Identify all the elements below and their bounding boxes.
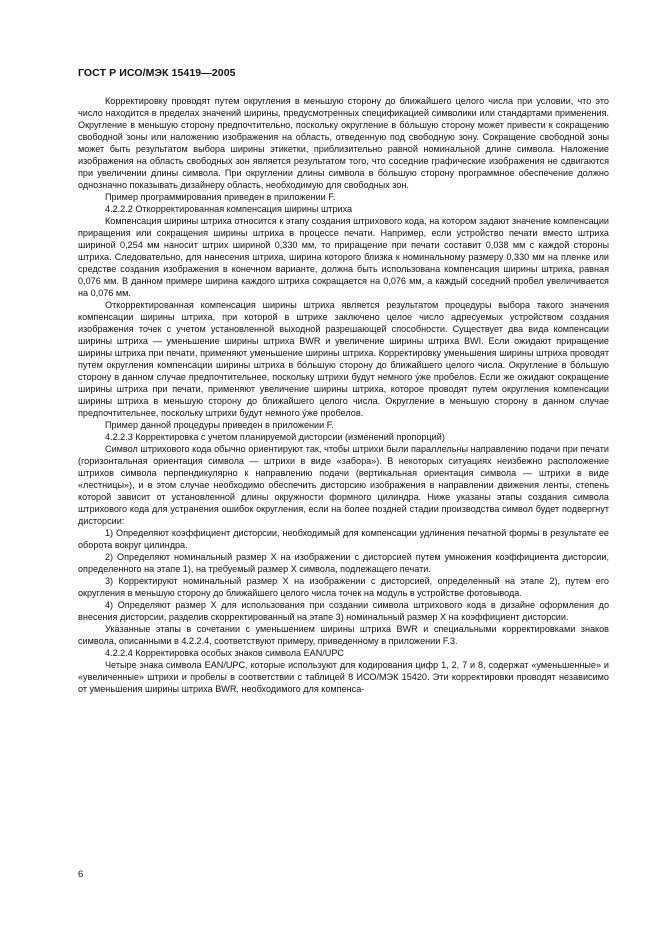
step-2: 2) Определяют номинальный размер X на изображении с дисторсией путем умножения коэффициента дисторсии, определенного на этапе 1), на требуемый размер X символа, подлежащего печати.: [78, 552, 609, 574]
document-body: [78, 95, 609, 695]
paragraph-corrected-compensation: Откорректированная компенсация ширины штриха является результатом процедуры выбора такого значения компенсации ширины штриха, при которой в штрихе заключено целое число адресуемых устройством создания изображения точек с учетом установленной выходной разрешающей способности. Существует два вида компенсации ширины штриха — уменьшение ширины штриха BWR и увеличение ширины штриха BWI. Если ожидают приращение ширины штриха при печати, применяют уменьшение ширины штриха. Корректировку уменьшения ширины штриха проводят путем округления компенсации ширины штриха в бо́льшую сторону до ближайшего целого числа. Округление в бо́льшую сторону в данном случае предпочтительнее, поскольку штрихи будут немного у́же пробелов. Если же ожидают сокращение ширины штриха при печати, применяют увеличение ширины штриха, которое проводят путем округления компенсации ширины штриха в меньшую сторону до ближайшего целого числа. Округление в меньшую сторону в данном случае предпочтительнее, поскольку штрихи будут немного у́же пробелов.: [78, 300, 609, 418]
section-heading-4-2-2-4: 4.2.2.4 Корректировка особых знаков символа EAN/UPC: [105, 648, 345, 658]
step-3: 3) Корректируют номинальный размер X на изображении с дисторсией, определенный на этапе 2), путем его округления в меньшую сторону до ближайшего целого числа точек на модуль в устройстве фотовывода.: [78, 576, 609, 598]
paragraph-symbol-orientation: Символ штрихового кода обычно ориентируют так, чтобы штрихи были параллельны направлению подачи при печати (горизонтальная ориентация символа — штрихи в виде «забора»). В некоторых ситуациях неизбежно расположение штрихов символа перпендикулярно к направлению подачи (вертикальная ориентация символа — штрихи в виде «лестницы»), и в этом случае необходимо обеспечить дисторсию изображения в направлении движения ленты, степень которой зависит от установленной длины окружности формного цилиндра. Ниже указаны этапы создания символа штрихового кода для устранения ошибок округления, если на более поздней стадии производства символ будет подвергнут дисторсии:: [78, 444, 609, 526]
paragraph-rounding: Корректировку проводят путем округления в меньшую сторону до ближайшего целого числа при условии, что это число находится в пределах значений ширины, предусмотренных спецификацией символики или стандартами применения. Округление в меньшую сторону предпочтительно, поскольку округление в бо́льшую сторону может привести к сокращению свободной зоны или наложению изображения на область, отведенную под свободную зону. Сокращение свободной зоны может быть результатом выбора ширины этикетки, приблизительно равной номинальной длине символа. Наложение изображения на область свободных зон является результатом того, что соседние графические изображения не сдвигаются при увеличении длины символа. При округлении длины символа в бо́льшую сторону программное обеспечение должно однозначно показывать дизайнеру область, необходимую для свободных зон.: [78, 96, 609, 190]
page-header-standard-title: ГОСТ Р ИСО/МЭК 15419—2005: [78, 67, 236, 79]
page-number: 6: [78, 869, 84, 880]
paragraph-procedure-example: Пример данной процедуры приведен в приложении F.: [105, 420, 334, 430]
paragraph-programming-example: Пример программирования приведен в приложении F.: [105, 192, 336, 202]
paragraph-bar-width-compensation: Компенсация ширины штриха относится к этапу создания штрихового кода, на котором задают значение компенсации приращения или сокращения ширины штриха в процессе печати. Например, если устройство печати вместо штриха шириной 0,254 мм наносит штрих шириной 0,330 мм, то приращение при печати составит 0,038 мм с каждой стороны штриха. Следовательно, для нанесения штриха, ширина которого близка к номинальному размеру 0,330 мм на пленке или средстве создания изображения в конечном варианте, должна быть использована компенсация ширины штриха, равная 0,076 мм. В данном примере ширина каждого штриха сокращается на 0,076 мм, а каждый соседний пробел увеличивается на 0,076 мм.: [78, 216, 609, 298]
paragraph-steps-combination: Указанные этапы в сочетании с уменьшением ширины штриха BWR и специальными корректировками знаков символа, описанными в 4.2.2.4, соответствуют примеру, приведенному в приложении F.3.: [78, 624, 609, 646]
step-1: 1) Определяют коэффициент дисторсии, необходимый для компенсации удлинения печатной формы в результате ее оборота вокруг цилиндра.: [78, 528, 609, 550]
paragraph-ean-upc-characters: Четыре знака символа EAN/UPC, которые используют для кодирования цифр 1, 2, 7 и 8, содержат «уменьшенные» и «увеличенные» штрихи и пробелы в соответствии с таблицей 8 ИСО/МЭК 15420. Эти корректировки проводят независимо от уменьшения ширины штриха BWR, необходимого для компенса-: [78, 660, 609, 694]
step-4: 4) Определяют размер X для использования при создании символа штрихового кода в дизайне оформления до внесения дисторсии, разделив скорректированный на этапе 3) номинальный размер X на коэффициент дисторсии.: [78, 600, 609, 622]
section-heading-4-2-2-3: 4.2.2.3 Корректировка с учетом планируемой дисторсии (изменений пропорций): [105, 432, 445, 442]
section-heading-4-2-2-2: 4.2.2.2 Откорректированная компенсация ширины штриха: [105, 204, 353, 214]
